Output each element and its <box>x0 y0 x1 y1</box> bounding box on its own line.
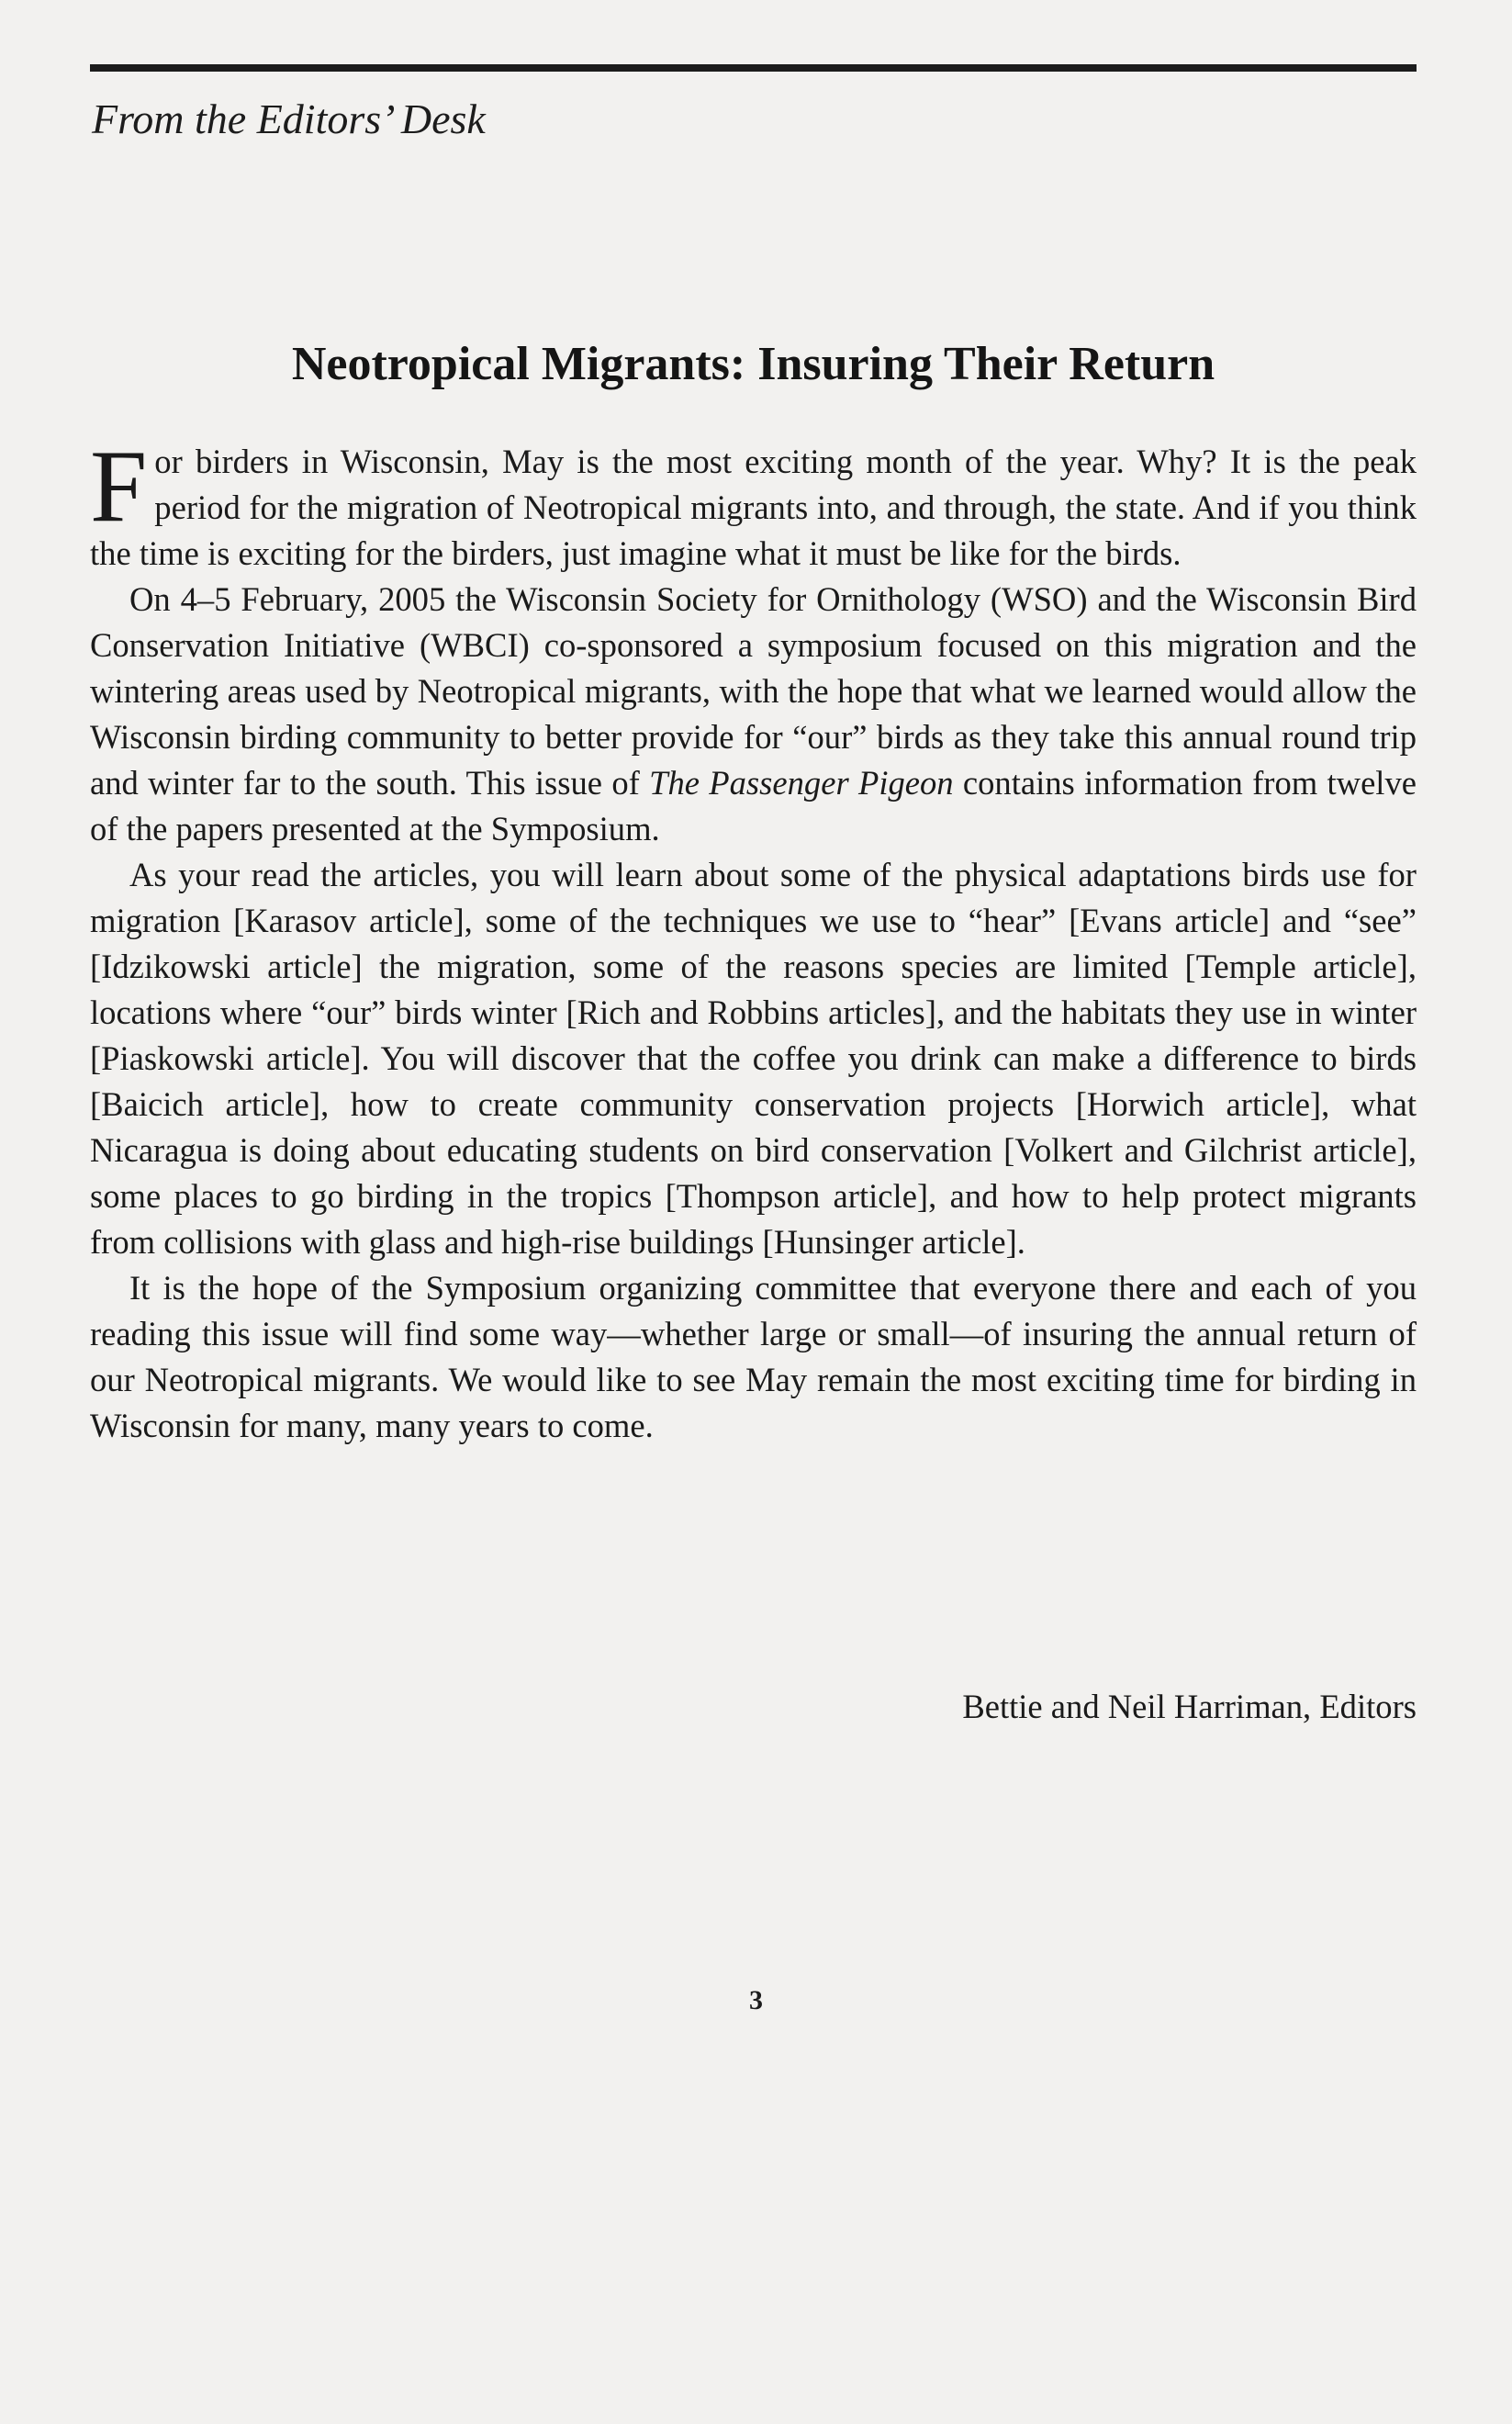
paragraph-2-text-b: contains information from twelve of the papers presented at the Symposium. <box>90 764 1417 847</box>
header-rule <box>90 64 1417 72</box>
section-label: From the Editors’ Desk <box>92 95 486 142</box>
article-title: Neotropical Migrants: Insuring Their Return <box>291 338 1215 390</box>
page-number: 3 <box>749 1985 763 2015</box>
drop-cap: F <box>90 430 148 544</box>
paragraph-2-text-a: On 4–5 February, 2005 the Wisconsin Society for Ornithology (WSO) and the Wisconsin Bird Conservation Initiative (WBCI) co-sponsored a symposium focused on this migration and the wintering areas used by Neotropical migrants, with the hope that what we learned would allow the Wisconsin birding community to better provide for “our” birds as they take this annual round trip and winter far to the south. This issue of <box>90 580 1417 802</box>
journal-title: The Passenger Pigeon <box>649 764 954 802</box>
paragraph-1-text: or birders in Wisconsin, May is the most exciting month of the year. Why? It is the peak period for the migration of Neotropical migrants into, and through, the state. And if you think the time is exciting for the birders, just imagine what it must be like for the birds. <box>90 443 1417 572</box>
article-body <box>90 430 1417 1449</box>
paragraph-1 <box>90 430 1417 577</box>
paragraph-3: As your read the articles, you will learn about some of the physical adaptations birds use for migration [Karasov article], some of the techniques we use to “hear” [Evans article] and “see” [Idzikowski article] the migration, some of the reasons species are limited [Temple article], locations where “our” birds winter [Rich and Robbins articles], and the habitats they use in winter [Piaskowski article]. You will discover that the coffee you drink can make a difference to birds [Baicich article], how to create community conservation projects [Horwich article], what Nicaragua is doing about educating students on bird conservation [Volkert and Gilchrist article], some places to go birding in the tropics [Thompson article], and how to help protect migrants from collisions with glass and high-rise buildings [Hunsinger article]. <box>90 856 1417 1261</box>
paragraph-4: It is the hope of the Symposium organizing committee that everyone there and each of you reading this issue will find some way—whether large or small—of insuring the annual return of our Neotropical migrants. We would like to see May remain the most exciting time for birding in Wisconsin for many, many years to come. <box>90 1269 1417 1444</box>
paragraph-2 <box>90 577 1417 852</box>
editors-signature: Bettie and Neil Harriman, Editors <box>962 1688 1417 1725</box>
